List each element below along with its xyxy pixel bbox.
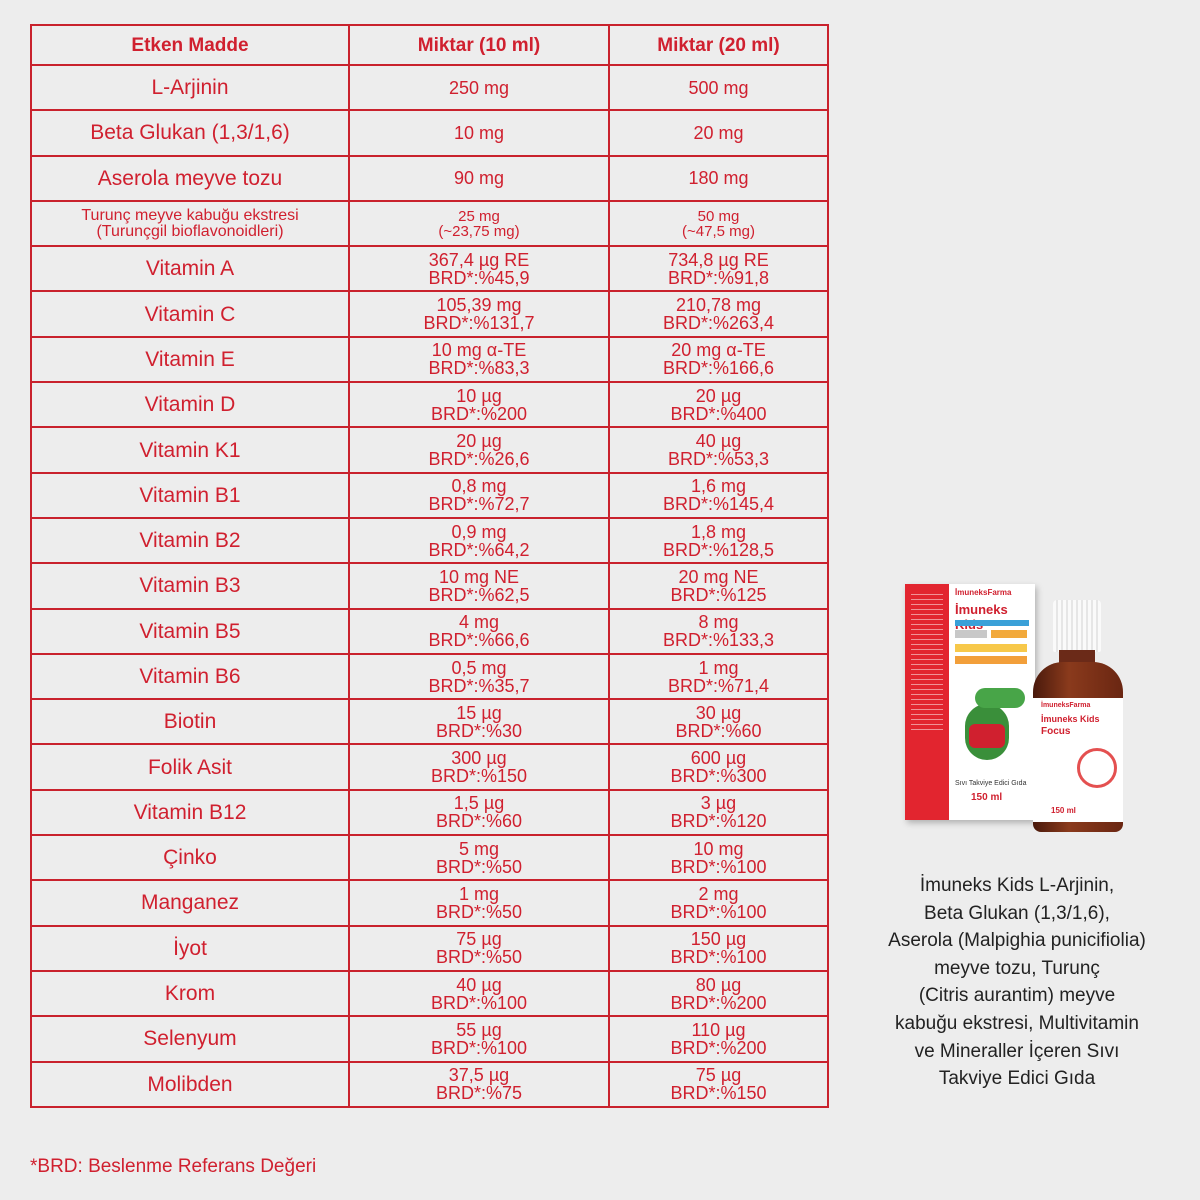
amount-10ml-line: BRD*:%50 <box>435 901 523 922</box>
amount-20ml <box>609 880 828 925</box>
amount-20ml-line: 10 mg <box>693 838 744 859</box>
amount-20ml-line: BRD*:%145,4 <box>662 494 775 515</box>
amount-20ml-line: 1,6 mg <box>690 476 747 497</box>
table-row <box>31 880 828 925</box>
amount-10ml <box>349 1016 609 1061</box>
ingredient-name-line: Vitamin E <box>145 347 235 371</box>
amount-20ml-line: 210,78 mg <box>675 295 762 316</box>
crocodile-head <box>975 688 1025 708</box>
amount-20ml <box>609 65 828 110</box>
table-row <box>31 473 828 518</box>
bottle-cap <box>1053 600 1101 652</box>
box-brand-logo: İmuneksFarma <box>955 588 1012 597</box>
amount-10ml-line: (~23,75 mg) <box>438 222 520 240</box>
ingredient-name <box>31 563 349 608</box>
amount-10ml-line: 4 mg <box>458 612 500 633</box>
ingredient-name-line: Vitamin K1 <box>139 438 241 462</box>
amount-20ml-line: BRD*:%71,4 <box>667 675 770 696</box>
amount-10ml <box>349 1062 609 1107</box>
ingredient-name-line: Vitamin B1 <box>139 483 241 507</box>
amount-20ml-line: BRD*:%166,6 <box>662 358 775 379</box>
ingredient-name-line: Biotin <box>163 710 217 734</box>
amount-20ml <box>609 1016 828 1061</box>
table-row <box>31 518 828 563</box>
amount-10ml <box>349 201 609 246</box>
caption-line: ve Mineraller İçeren Sıvı <box>914 1040 1120 1062</box>
ingredient-name-line: Vitamin B12 <box>133 800 247 824</box>
amount-20ml <box>609 427 828 472</box>
ingredient-name <box>31 427 349 472</box>
amount-20ml-line: BRD*:%53,3 <box>667 449 770 470</box>
amount-20ml-line: BRD*:%100 <box>670 901 767 922</box>
table-row <box>31 427 828 472</box>
ingredient-name-line: Vitamin B2 <box>139 529 241 553</box>
amount-10ml-line: 10 mg <box>453 122 505 143</box>
ingredient-name <box>31 835 349 880</box>
table-row <box>31 744 828 789</box>
amount-10ml-line: 1,5 µg <box>453 793 505 814</box>
amount-10ml-line: 10 µg <box>456 385 502 406</box>
amount-20ml <box>609 609 828 654</box>
table-row <box>31 609 828 654</box>
amount-20ml-line: BRD*:%200 <box>670 1037 767 1058</box>
amount-10ml-line: 10 mg α-TE <box>431 340 527 361</box>
table-row <box>31 835 828 880</box>
amount-10ml-line: BRD*:%131,7 <box>423 313 535 334</box>
amount-20ml-line: 500 mg <box>688 77 749 98</box>
box-tag <box>955 656 1027 664</box>
amount-10ml-line: BRD*:%45,9 <box>428 267 530 288</box>
ingredient-name <box>31 699 349 744</box>
amount-10ml-line: 15 µg <box>456 702 502 723</box>
amount-20ml <box>609 110 828 155</box>
amount-20ml <box>609 246 828 291</box>
ingredient-name <box>31 291 349 336</box>
amount-20ml-line: BRD*:%263,4 <box>662 313 775 334</box>
ingredient-name <box>31 65 349 110</box>
amount-20ml <box>609 382 828 427</box>
amount-20ml-line: 8 mg <box>698 612 739 633</box>
amount-10ml <box>349 880 609 925</box>
caption-line: Aserola (Malpighia punicifiolia) <box>888 930 1146 952</box>
caption-line: kabuğu ekstresi, Multivitamin <box>895 1012 1139 1034</box>
amount-10ml-line: 75 µg <box>456 929 502 950</box>
table-row <box>31 790 828 835</box>
amount-20ml-line: 180 mg <box>688 168 749 189</box>
ingredient-name <box>31 246 349 291</box>
bottle-brand-logo: İmuneksFarma <box>1041 702 1091 709</box>
amount-10ml-line: BRD*:%50 <box>435 947 523 968</box>
nutrition-table <box>30 24 829 1108</box>
amount-10ml-line: 1 mg <box>458 883 500 904</box>
table-row <box>31 699 828 744</box>
ingredient-name-line: Çinko <box>163 846 217 870</box>
table-row <box>31 382 828 427</box>
amount-10ml-line: 367,4 µg RE <box>428 249 530 270</box>
amount-20ml-line: 1 mg <box>698 657 739 678</box>
amount-20ml-line: BRD*:%200 <box>670 992 767 1013</box>
amount-20ml-line: 2 mg <box>698 883 739 904</box>
caption-line: meyve tozu, Turunç <box>934 957 1100 979</box>
product-image <box>895 580 1125 870</box>
box-tag <box>955 630 987 638</box>
table-row <box>31 110 828 155</box>
product-caption <box>852 872 1182 1093</box>
table-row <box>31 201 828 246</box>
ingredient-name-line: Vitamin B6 <box>139 665 241 688</box>
ingredient-name-line: Vitamin D <box>144 393 236 417</box>
amount-20ml <box>609 201 828 246</box>
amount-20ml <box>609 563 828 608</box>
table-row <box>31 337 828 382</box>
amount-20ml-line: BRD*:%125 <box>670 584 767 605</box>
box-volume: 150 ml <box>971 792 1003 803</box>
amount-10ml-line: 105,39 mg <box>436 295 522 316</box>
amount-20ml-line: 75 µg <box>695 1065 742 1086</box>
table-header-row <box>31 25 828 65</box>
header-amount-10ml: Miktar (10 ml) <box>349 25 609 65</box>
ingredient-name-line: Molibden <box>147 1072 233 1096</box>
amount-20ml <box>609 926 828 971</box>
table-body <box>31 65 828 1107</box>
table-row <box>31 65 828 110</box>
amount-10ml-line: BRD*:%60 <box>435 811 523 832</box>
amount-20ml <box>609 790 828 835</box>
amount-10ml <box>349 427 609 472</box>
amount-20ml <box>609 156 828 201</box>
amount-10ml-line: BRD*:%75 <box>435 1083 523 1104</box>
caption-line: (Citris aurantim) meyve <box>918 985 1116 1007</box>
amount-10ml <box>349 609 609 654</box>
amount-20ml <box>609 699 828 744</box>
amount-10ml-line: BRD*:%50 <box>435 856 523 877</box>
ingredient-name <box>31 382 349 427</box>
amount-10ml <box>349 156 609 201</box>
amount-10ml-line: BRD*:%62,5 <box>428 584 530 605</box>
table-row <box>31 1062 828 1107</box>
ingredient-name-line: (Turunçgil bioflavonoidleri) <box>96 222 284 240</box>
ingredient-name <box>31 654 349 699</box>
ingredient-name <box>31 201 349 246</box>
table-row <box>31 156 828 201</box>
amount-10ml-line: 250 mg <box>448 77 510 98</box>
amount-10ml <box>349 563 609 608</box>
amount-20ml-line: 1,8 mg <box>690 521 747 542</box>
amount-10ml <box>349 654 609 699</box>
amount-20ml-line: 150 µg <box>690 929 747 950</box>
amount-10ml <box>349 382 609 427</box>
ingredient-name <box>31 1062 349 1107</box>
amount-20ml-line: BRD*:%128,5 <box>662 539 775 560</box>
amount-20ml <box>609 1062 828 1107</box>
amount-10ml-line: 10 mg NE <box>438 566 520 587</box>
amount-10ml-line: BRD*:%83,3 <box>428 358 530 379</box>
ingredient-name-line: Beta Glukan (1,3/1,6) <box>90 121 290 145</box>
brd-footnote: *BRD: Beslenme Referans Değeri <box>30 1156 317 1177</box>
table-row <box>31 654 828 699</box>
amount-20ml-line: 30 µg <box>695 702 742 723</box>
amount-10ml-line: 25 mg <box>458 207 500 225</box>
amount-10ml <box>349 926 609 971</box>
amount-20ml-line: 50 mg <box>697 207 740 225</box>
ingredient-name-line: Krom <box>164 982 216 1006</box>
amount-10ml-line: BRD*:%66,6 <box>428 630 530 651</box>
amount-20ml-line: 20 µg <box>695 385 742 406</box>
ingredient-name <box>31 1016 349 1061</box>
amount-10ml-line: 0,8 mg <box>451 476 507 497</box>
ingredient-name <box>31 337 349 382</box>
amount-20ml-line: 20 mg NE <box>678 566 759 587</box>
amount-20ml-line: BRD*:%150 <box>670 1083 767 1104</box>
ingredient-name-line: Vitamin C <box>144 302 236 326</box>
header-amount-20ml: Miktar (20 ml) <box>609 25 828 65</box>
amount-10ml <box>349 518 609 563</box>
amount-20ml-line: BRD*:%300 <box>670 766 767 787</box>
ingredient-name <box>31 880 349 925</box>
ingredient-name-line: Vitamin A <box>145 257 235 281</box>
ingredient-name-line: Vitamin B5 <box>139 619 241 643</box>
product-box <box>905 584 1035 820</box>
amount-10ml-line: 40 µg <box>456 974 502 995</box>
amount-10ml <box>349 971 609 1016</box>
amount-20ml <box>609 971 828 1016</box>
amount-20ml-line: 80 µg <box>695 974 742 995</box>
caption-line: Takviye Edici Gıda <box>938 1068 1096 1090</box>
amount-20ml-line: BRD*:%133,3 <box>662 630 775 651</box>
amount-20ml <box>609 337 828 382</box>
box-stripe <box>955 620 1029 626</box>
amount-20ml-line: BRD*:%60 <box>675 720 762 741</box>
amount-10ml-line: BRD*:%26,6 <box>428 449 530 470</box>
amount-10ml <box>349 337 609 382</box>
amount-10ml <box>349 790 609 835</box>
table-row <box>31 291 828 336</box>
bottle-subtitle: Focus <box>1041 726 1071 737</box>
amount-10ml-line: BRD*:%30 <box>435 720 523 741</box>
ingredient-name-line: Selenyum <box>143 1027 237 1051</box>
ingredient-name-line: Aserola meyve tozu <box>97 166 283 190</box>
amount-10ml <box>349 291 609 336</box>
caption-line: İmuneks Kids L-Arjinin, <box>919 875 1115 896</box>
bottle-target-graphic <box>1077 748 1117 788</box>
amount-10ml <box>349 699 609 744</box>
amount-10ml-line: 300 µg <box>451 748 507 769</box>
amount-10ml-line: 90 mg <box>453 168 505 189</box>
amount-20ml <box>609 291 828 336</box>
amount-10ml-line: BRD*:%100 <box>430 992 528 1013</box>
ingredient-name <box>31 156 349 201</box>
amount-20ml <box>609 835 828 880</box>
bottle-title: İmuneks Kids <box>1041 714 1100 724</box>
ingredient-name-line: İyot <box>173 936 207 960</box>
table-row <box>31 246 828 291</box>
amount-10ml-line: 0,9 mg <box>451 521 507 542</box>
amount-10ml-line: 5 mg <box>458 838 500 859</box>
box-tag <box>955 644 1027 652</box>
caption-line: Beta Glukan (1,3/1,6), <box>924 902 1110 924</box>
amount-10ml <box>349 246 609 291</box>
ingredient-name-line: L-Arjinin <box>151 76 229 100</box>
amount-10ml <box>349 835 609 880</box>
ingredient-name <box>31 473 349 518</box>
amount-20ml-line: 20 mg α-TE <box>671 340 766 361</box>
table-row <box>31 926 828 971</box>
ingredient-name-line: Turunç meyve kabuğu ekstresi <box>81 206 299 224</box>
amount-10ml-line: BRD*:%150 <box>430 766 528 787</box>
amount-10ml-line: BRD*:%35,7 <box>428 675 530 696</box>
box-spine <box>905 584 949 820</box>
amount-20ml-line: BRD*:%400 <box>670 403 767 424</box>
amount-10ml <box>349 744 609 789</box>
amount-10ml-line: BRD*:%72,7 <box>428 494 530 515</box>
amount-20ml-line: 110 µg <box>691 1019 746 1040</box>
ingredient-name <box>31 790 349 835</box>
amount-10ml <box>349 65 609 110</box>
amount-20ml-line: 3 µg <box>700 793 737 814</box>
ingredient-name-line: Vitamin B3 <box>139 574 241 598</box>
amount-10ml-line: 55 µg <box>456 1019 502 1040</box>
ingredient-name <box>31 609 349 654</box>
amount-10ml-line: BRD*:%64,2 <box>428 539 530 560</box>
ingredient-name <box>31 518 349 563</box>
table-row <box>31 563 828 608</box>
ingredient-name <box>31 971 349 1016</box>
amount-20ml-line: BRD*:%100 <box>670 856 767 877</box>
amount-20ml-line: BRD*:%100 <box>670 947 767 968</box>
amount-20ml-line: 40 µg <box>695 431 742 452</box>
ingredient-name-line: Folik Asit <box>147 755 233 779</box>
amount-10ml-line: 0,5 mg <box>451 657 507 678</box>
amount-10ml-line: 37,5 µg <box>448 1065 510 1086</box>
ingredient-name <box>31 110 349 155</box>
amount-20ml-line: 20 mg <box>693 122 744 143</box>
amount-20ml <box>609 744 828 789</box>
ingredient-name-line: Manganez <box>140 891 240 915</box>
amount-20ml <box>609 473 828 518</box>
bottle-volume: 150 ml <box>1051 806 1076 815</box>
box-title: İmuneks <box>955 602 1008 617</box>
amount-10ml-line: BRD*:%200 <box>430 403 528 424</box>
amount-10ml-line: 20 µg <box>456 431 502 452</box>
box-tag <box>991 630 1027 638</box>
amount-20ml <box>609 654 828 699</box>
amount-20ml <box>609 518 828 563</box>
amount-10ml-line: BRD*:%100 <box>430 1037 528 1058</box>
amount-20ml-line: 600 µg <box>690 748 747 769</box>
amount-10ml <box>349 473 609 518</box>
amount-20ml-line: 734,8 µg RE <box>668 249 769 270</box>
amount-20ml-line: BRD*:%91,8 <box>667 267 770 288</box>
ingredient-name <box>31 744 349 789</box>
crocodile-shirt <box>969 724 1005 748</box>
amount-20ml-line: BRD*:%120 <box>670 811 767 832</box>
table-row <box>31 971 828 1016</box>
table-row <box>31 1016 828 1061</box>
header-active-ingredient: Etken Madde <box>31 25 349 65</box>
ingredient-name <box>31 926 349 971</box>
amount-10ml <box>349 110 609 155</box>
amount-20ml-line: (~47,5 mg) <box>682 222 755 240</box>
box-subtitle: Sıvı Takviye Edici Gıda <box>955 780 1027 787</box>
